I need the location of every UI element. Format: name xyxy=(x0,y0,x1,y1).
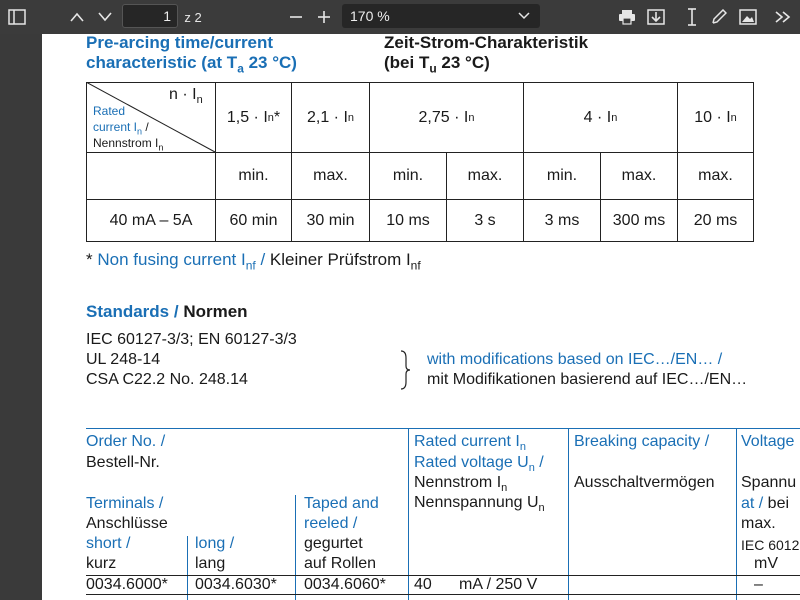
rated-voltage-post: / xyxy=(534,454,544,471)
nennspannung-de xyxy=(414,493,545,518)
data-cell: 10 ms xyxy=(386,211,430,229)
footnote-de-sub: nf xyxy=(410,258,421,273)
short-en: short / xyxy=(86,535,131,552)
standards-title xyxy=(86,302,248,322)
rated-voltage-text: Rated voltage U xyxy=(414,454,529,471)
standards-line: UL 248-14 xyxy=(86,351,161,368)
chevron-up-icon[interactable] xyxy=(66,6,88,28)
long-de: lang xyxy=(195,555,226,572)
standards-title-en: Standards / xyxy=(86,302,179,321)
corner-top-text: n · I xyxy=(169,86,197,103)
pdf-page xyxy=(42,34,800,600)
corner-top xyxy=(169,85,203,110)
col-header-sub: n xyxy=(347,111,355,124)
col-header-sub: n xyxy=(468,111,475,124)
minmax-cell: max. xyxy=(313,167,348,184)
corner-nenn-text: Nennstrom I xyxy=(93,136,159,150)
spannu-de: Spannu xyxy=(741,474,797,491)
col-header-text: 2,1 · I xyxy=(306,108,348,126)
data-cell: 30 min xyxy=(306,211,355,229)
minmax-cell: min. xyxy=(546,167,578,184)
pdf-toolbar xyxy=(0,0,800,34)
col-header-sub: n xyxy=(611,111,618,124)
image-icon[interactable] xyxy=(737,6,759,28)
col-header-post: * xyxy=(273,108,281,126)
table-border-right xyxy=(753,82,754,242)
order-rule-top xyxy=(86,428,800,429)
nennstrom-text: Nennstrom I xyxy=(414,474,502,491)
more-icon[interactable] xyxy=(772,6,794,28)
col-header-sub: n xyxy=(267,111,274,124)
heading-de xyxy=(384,34,588,78)
corner-current-sub: n xyxy=(137,126,143,137)
col-header xyxy=(524,83,677,152)
footnote-star: * xyxy=(86,250,93,269)
col-header-sub: n xyxy=(730,111,737,124)
heading-de-line1: Zeit-Strom-Charakteristik xyxy=(384,34,589,52)
minmax-cell: max. xyxy=(698,167,733,184)
data-cell: 300 ms xyxy=(612,211,666,229)
data-cell: 3 s xyxy=(474,211,496,229)
col-header-text: 1,5 · I xyxy=(226,108,268,126)
standards-title-de: Normen xyxy=(178,302,248,321)
download-icon[interactable] xyxy=(645,6,667,28)
terminals-en: Terminals / xyxy=(86,495,164,512)
voltage-en: Voltage xyxy=(741,433,795,450)
order-col-rule xyxy=(187,536,188,600)
minmax-cell: min. xyxy=(392,167,424,184)
corner-current-post: / xyxy=(142,120,149,134)
table-border-bottom xyxy=(86,241,754,242)
standards-mod-en: with modifications based on IEC…/EN… / xyxy=(427,351,723,368)
rated-current-text: Rated current I xyxy=(414,433,520,450)
taped-de-1: gegurtet xyxy=(304,535,363,552)
text-cursor-icon[interactable] xyxy=(682,6,702,28)
data-cell: 60 min xyxy=(229,211,278,229)
bei-de: bei xyxy=(763,495,790,512)
page-number-input[interactable] xyxy=(122,4,178,28)
col-header-text: 2,75 · I xyxy=(418,108,469,126)
terminals-de: Anschlüsse xyxy=(86,515,168,532)
minmax-cell: max. xyxy=(621,167,657,184)
data-cell: 20 ms xyxy=(693,211,738,229)
footnote-slash: / xyxy=(255,250,270,269)
standards-line: IEC 60127-3/3; EN 60127-3/3 xyxy=(86,331,297,348)
chevron-down-icon xyxy=(518,8,530,24)
footnote-en: Non fusing current I xyxy=(97,250,246,269)
order-col-rule xyxy=(295,495,296,600)
col-header xyxy=(678,83,753,152)
footnote-en-sub: nf xyxy=(245,258,256,273)
corner-top-sub: n xyxy=(196,94,203,107)
taped-de-2: auf Rollen xyxy=(304,555,377,572)
nennspannung-sub: n xyxy=(538,502,545,515)
order-cell-voltage: – xyxy=(754,576,763,593)
col-header xyxy=(370,83,523,152)
nennstrom-sub: n xyxy=(501,482,508,495)
col-header-text: 4 · I xyxy=(583,108,612,126)
page-total: z 2 xyxy=(184,9,202,25)
breaking-en: Breaking capacity / xyxy=(574,433,710,450)
rated-current-sub: n xyxy=(519,441,526,454)
iec-label: IEC 6012 xyxy=(741,537,800,553)
order-cell-short: 0034.6000* xyxy=(86,576,168,593)
heading-en-sub: a xyxy=(237,61,244,76)
footnote xyxy=(86,250,421,275)
corner-current-text: current I xyxy=(93,120,138,134)
minmax-cell: min. xyxy=(238,167,269,184)
short-de: kurz xyxy=(86,555,117,572)
zoom-in-icon[interactable] xyxy=(313,6,335,28)
heading-de-sub: u xyxy=(429,61,437,76)
order-cell-long: 0034.6030* xyxy=(195,576,277,593)
order-rule-head xyxy=(86,575,800,576)
heading-en-line2-pre: characteristic (at T xyxy=(86,53,238,72)
zoom-out-icon[interactable] xyxy=(285,6,307,28)
corner-rated: Rated xyxy=(93,104,126,118)
rated-voltage-sub: n xyxy=(528,462,535,475)
page-number-value: 1 xyxy=(163,8,171,24)
order-no-en: Order No. / xyxy=(86,433,166,450)
heading-de-line2 xyxy=(384,53,588,78)
nennspannung-text: Nennspannung U xyxy=(414,494,539,511)
pen-icon[interactable] xyxy=(708,6,730,28)
heading-en-line2-post: 23 °C) xyxy=(243,53,297,72)
sidebar-toggle-icon[interactable] xyxy=(6,6,28,28)
data-cell-rated: 40 mA – 5A xyxy=(109,211,193,229)
corner-nenn xyxy=(93,135,163,155)
order-cell-unit: mA / 250 V xyxy=(459,576,538,593)
col-header xyxy=(292,83,369,152)
col-header xyxy=(216,83,291,152)
standards-mod-de: mit Modifikationen basierend auf IEC…/EN… xyxy=(427,371,748,388)
corner-nenn-sub: n xyxy=(158,142,164,153)
heading-en xyxy=(86,34,297,78)
zoom-select[interactable] xyxy=(342,4,540,28)
minmax-cell: max. xyxy=(467,167,503,184)
col-header-text: 10 · I xyxy=(694,108,731,126)
at-bei xyxy=(741,494,789,514)
order-rule-row xyxy=(86,594,800,595)
heading-en-line2 xyxy=(86,53,297,78)
at-en: at / xyxy=(741,495,764,512)
heading-de-line2-post: 23 °C) xyxy=(436,53,490,72)
curly-brace xyxy=(398,350,412,390)
print-icon[interactable] xyxy=(616,6,638,28)
long-en: long / xyxy=(195,535,235,552)
taped-en-2: reeled / xyxy=(304,515,358,532)
chevron-down-icon[interactable] xyxy=(94,6,116,28)
data-cell: 3 ms xyxy=(544,211,580,229)
footnote-de: Kleiner Prüfstrom I xyxy=(269,250,411,269)
max-label: max. xyxy=(741,515,776,532)
standards-line: CSA C22.2 No. 248.14 xyxy=(86,371,248,388)
taped-en-1: Taped and xyxy=(304,495,379,512)
heading-en-line1: Pre-arcing time/current xyxy=(86,34,274,52)
heading-de-line2-pre: (bei T xyxy=(384,53,430,72)
breaking-de: Ausschaltvermögen xyxy=(574,474,715,491)
order-cell-current: 40 xyxy=(414,576,432,593)
order-no-de: Bestell-Nr. xyxy=(86,454,160,471)
zoom-value: 170 % xyxy=(350,8,390,24)
order-cell-taped: 0034.6060* xyxy=(304,576,386,593)
mv-label: mV xyxy=(754,555,778,572)
